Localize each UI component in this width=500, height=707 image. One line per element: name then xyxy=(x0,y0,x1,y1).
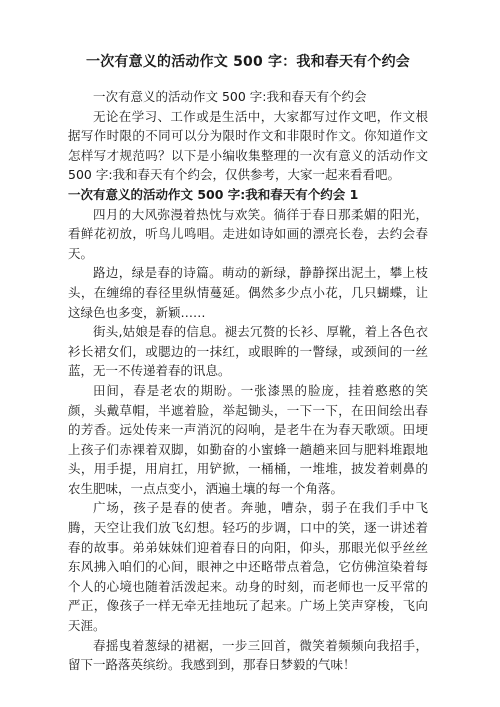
intro-paragraph: 一次有意义的活动作文 500 字:我和春天有个约会 xyxy=(93,89,367,104)
section-heading: 一次有意义的活动作文 500 字:我和春天有个约会 1 xyxy=(68,186,359,202)
body-paragraph: 路边，绿是春的诗篇。萌动的新绿，静静探出泥土，攀上枝头，在缠绵的春径里纵情蔓延。偶然多少点小花，几只蝴蝶，让这绿色也多变，新颖…… xyxy=(68,265,428,320)
body-paragraph: 街头,姑娘是春的信息。褪去冗赘的长衫、厚靴，着上各色衣衫长裙女们，或腮边的一抹红，或眼眸的一瞥绿，或颈间的一丝蓝，无一不传递着春的讯息。 xyxy=(68,324,428,379)
body-paragraph: 春摇曳着葱绿的裙裾，一步三回首，微笑着频频向我招手，留下一路落英缤纷。我感到到，那春日梦毅的气味！ xyxy=(68,637,428,673)
body-paragraph: 广场，孩子是春的使者。奔驰，嘈杂，弱子在我们手中飞腾，天空让我们放飞幻想。轻巧的步调，口中的笑，逐一讲述着春的故事。弟弟妹妹们迎着春日的向阳，仰头，那眼光似乎丝丝东风拂入咱们的心间，眼神之中还略带点着急，它仿佛渲染着每个人的心境也随着活泼起来。动身的时刻，而老师也一反平常的严正，像孩子一样无牵无挂地玩了起来。广场上笑声穿梭，飞向天涯。 xyxy=(68,500,428,634)
body-paragraph: 四月的大风弥漫着热忱与欢笑。徜徉于春日那柔媚的阳光，看鲜花初放，听鸟儿鸣唱。走进如诗如画的漂亮长卷，去约会春天。 xyxy=(68,206,428,261)
intro-paragraph: 无论在学习、工作或是生活中，大家都写过作文吧，作文根据写作时限的不同可以分为限时作文和非限时作文。你知道作文怎样写才规范吗？以下是小编收集整理的一次有意义的活动作文 500 字:我和春天有个约会，仅供参考，大家一起来看看吧。 xyxy=(68,108,428,183)
body-paragraph: 田间，春是老农的期盼。一张漆黑的脸庞，挂着憨憨的笑颜，头戴草帽，半遮着脸，举起锄头，一下一下，在田间绘出春的芳香。远处传来一声消沉的闷响，是老牛在为春天歌颂。田埂上孩子们赤裸着双脚，如勤奋的小蜜蜂一趟趟来回与肥料堆跟地头，用手提，用肩扛，用铲掀，一桶桶，一堆堆，披发着刺鼻的农生肥味，一点点变小，洒遍土壤的每一个角落。 xyxy=(68,382,428,496)
document-title: 一次有意义的活动作文 500 字：我和春天有个约会 xyxy=(86,54,410,70)
